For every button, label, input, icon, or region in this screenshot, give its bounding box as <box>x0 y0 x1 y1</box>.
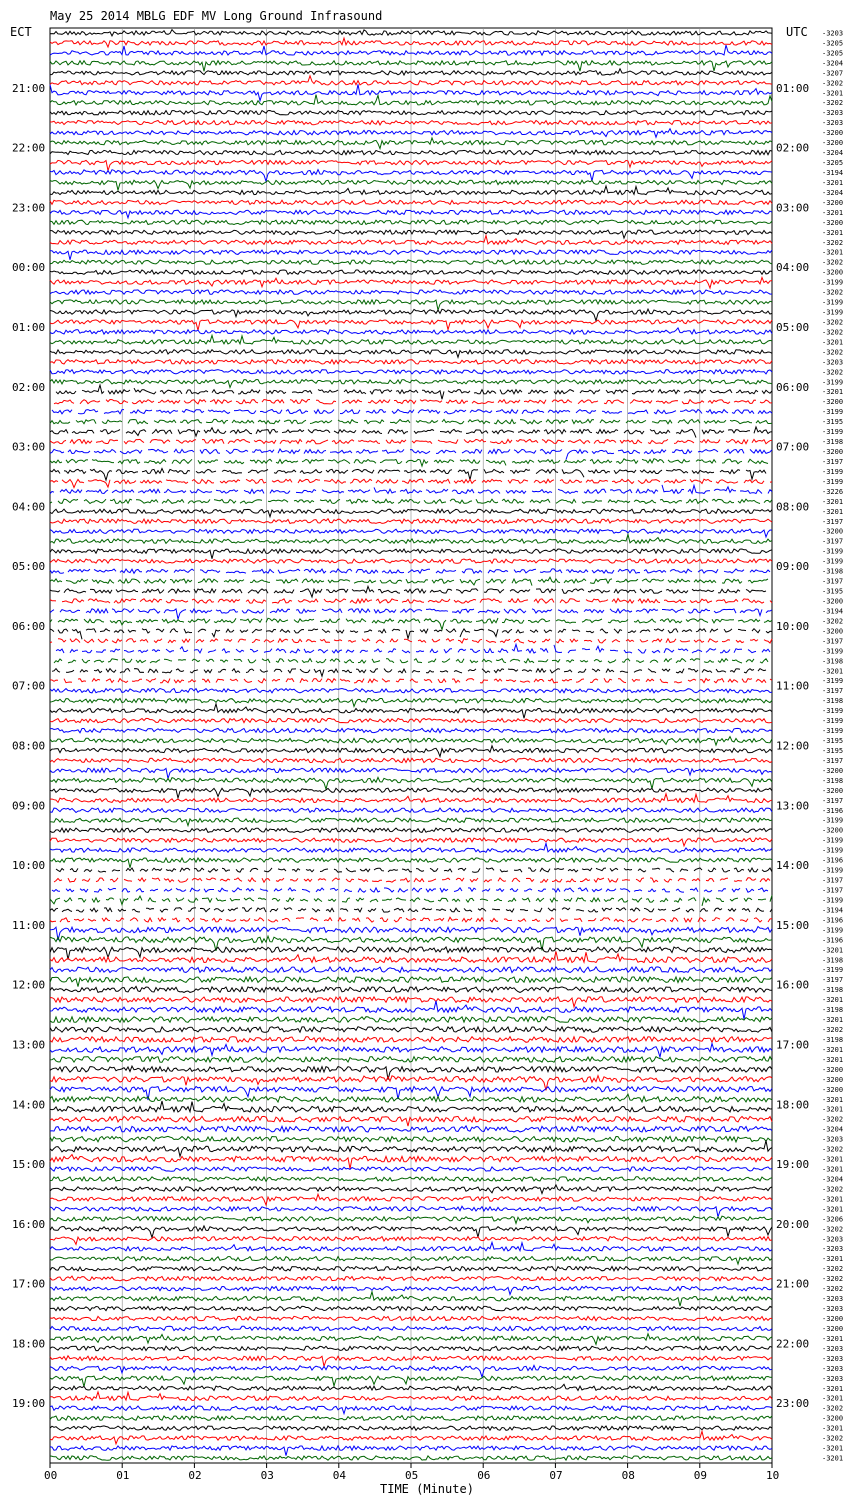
trace-offset-value: -3202 <box>822 1225 844 1234</box>
trace-offset-value: -3195 <box>822 737 844 746</box>
trace-offset-value: -3203 <box>822 1245 844 1254</box>
trace-offset-value: -3197 <box>822 637 844 646</box>
left-hour-label: 01:00 <box>12 320 46 334</box>
trace-offset-value: -3201 <box>822 178 844 187</box>
left-hour-label: 11:00 <box>12 918 46 932</box>
trace-offset-value: -3196 <box>822 806 844 815</box>
right-hour-label: 14:00 <box>776 859 810 873</box>
x-tick-label: 02 <box>188 1469 202 1482</box>
trace-offset-value: -3201 <box>822 1394 844 1403</box>
left-hour-label: 09:00 <box>12 799 46 813</box>
trace-offset-value: -3195 <box>822 746 844 755</box>
trace-offset-value: -3197 <box>822 886 844 895</box>
trace-offset-value: -3204 <box>822 1125 844 1134</box>
x-axis-label: TIME (Minute) <box>380 1482 474 1496</box>
trace-offset-value: -3197 <box>822 796 844 805</box>
trace-offset-value: -3196 <box>822 916 844 925</box>
trace-offset-value: -3201 <box>822 1016 844 1025</box>
trace-offset-value: -3200 <box>822 766 844 775</box>
trace-offset-value: -3200 <box>822 398 844 407</box>
trace-85 <box>54 878 770 882</box>
trace-offset-value: -3201 <box>822 946 844 955</box>
trace-offset-value: -3195 <box>822 418 844 427</box>
trace-offset-value: -3199 <box>822 846 844 855</box>
trace-offset-value: -3202 <box>822 288 844 297</box>
left-hour-label: 21:00 <box>12 81 46 95</box>
trace-offset-value: -3202 <box>822 1434 844 1443</box>
right-hour-label: 20:00 <box>776 1217 810 1231</box>
trace-offset-value: -3197 <box>822 976 844 985</box>
right-hour-label: 18:00 <box>776 1098 810 1112</box>
left-hour-label: 17:00 <box>12 1277 46 1291</box>
trace-offset-value: -3201 <box>822 1155 844 1164</box>
trace-offset-value: -3201 <box>822 1095 844 1104</box>
trace-offset-value: -3199 <box>822 647 844 656</box>
left-hour-label: 23:00 <box>12 201 46 215</box>
x-tick-label: 08 <box>621 1469 635 1482</box>
x-tick-label: 05 <box>405 1469 419 1482</box>
trace-offset-value: -3198 <box>822 956 844 965</box>
trace-86 <box>52 888 772 892</box>
trace-offset-value: -3201 <box>822 1205 844 1214</box>
trace-offset-value: -3202 <box>822 1285 844 1294</box>
trace-offset-value: -3199 <box>822 298 844 307</box>
left-hour-label: 06:00 <box>12 619 46 633</box>
trace-offset-value: -3200 <box>822 597 844 606</box>
trace-offset-value: -3203 <box>822 1235 844 1244</box>
trace-offset-value: -3199 <box>822 707 844 716</box>
trace-offset-value: -3198 <box>822 1035 844 1044</box>
trace-offset-value: -3197 <box>822 876 844 885</box>
trace-offset-value: -3201 <box>822 1255 844 1264</box>
trace-offset-value: -3203 <box>822 109 844 118</box>
trace-offset-value: -3199 <box>822 816 844 825</box>
left-hour-label: 05:00 <box>12 560 46 574</box>
x-tick-label: 07 <box>549 1469 563 1482</box>
left-hour-label: 16:00 <box>12 1217 46 1231</box>
trace-offset-value: -3203 <box>822 29 844 38</box>
trace-offset-value: -3200 <box>822 1414 844 1423</box>
trace-offset-value: -3199 <box>822 378 844 387</box>
right-hour-label: 11:00 <box>776 679 810 693</box>
trace-offset-value: -3201 <box>822 228 844 237</box>
trace-offset-value: -3201 <box>822 996 844 1005</box>
trace-62 <box>56 644 770 653</box>
right-hour-label: 15:00 <box>776 918 810 932</box>
trace-offset-value: -3201 <box>822 338 844 347</box>
right-hour-label: 13:00 <box>776 799 810 813</box>
right-hour-label: 01:00 <box>776 81 810 95</box>
trace-offset-value: -3199 <box>822 926 844 935</box>
x-tick-label: 01 <box>116 1469 130 1482</box>
trace-offset-value: -3199 <box>822 896 844 905</box>
left-hour-label: 18:00 <box>12 1337 46 1351</box>
trace-offset-value: -3203 <box>822 1135 844 1144</box>
trace-55 <box>50 577 768 585</box>
trace-offset-value: -3204 <box>822 188 844 197</box>
right-hour-label: 23:00 <box>776 1397 810 1411</box>
trace-offset-value: -3198 <box>822 986 844 995</box>
left-hour-label: 14:00 <box>12 1098 46 1112</box>
trace-offset-value: -3206 <box>822 1215 844 1224</box>
trace-offset-value: -3202 <box>822 258 844 267</box>
trace-offset-value: -3202 <box>822 328 844 337</box>
trace-offset-value: -3197 <box>822 517 844 526</box>
left-hour-label: 19:00 <box>12 1397 46 1411</box>
trace-offset-value: -3199 <box>822 836 844 845</box>
trace-offset-value: -3199 <box>822 557 844 566</box>
x-tick-label: 04 <box>332 1469 347 1482</box>
trace-offset-value: -3204 <box>822 149 844 158</box>
trace-offset-value: -3202 <box>822 1026 844 1035</box>
right-hour-label: 10:00 <box>776 619 810 633</box>
right-hour-label: 07:00 <box>776 440 810 454</box>
x-tick-label: 09 <box>693 1469 708 1482</box>
trace-offset-value: -3202 <box>822 1265 844 1274</box>
trace-offset-value: -3199 <box>822 308 844 317</box>
trace-offset-value: -3199 <box>822 477 844 486</box>
trace-offset-value: -3207 <box>822 69 844 78</box>
left-hour-label: 03:00 <box>12 440 46 454</box>
trace-offset-value: -3201 <box>822 1444 844 1453</box>
right-hour-label: 02:00 <box>776 141 810 155</box>
trace-offset-value: -3202 <box>822 238 844 247</box>
left-hour-label: 22:00 <box>12 141 46 155</box>
trace-offset-value: -3199 <box>822 677 844 686</box>
trace-offset-value: -3197 <box>822 756 844 765</box>
trace-offset-value: -3201 <box>822 208 844 217</box>
trace-offset-value: -3200 <box>822 1065 844 1074</box>
trace-offset-value: -3203 <box>822 1354 844 1363</box>
left-timezone-label: ECT <box>10 25 32 39</box>
chart-title: May 25 2014 MBLG EDF MV Long Ground Infrasound <box>50 9 383 23</box>
trace-offset-value: -3201 <box>822 388 844 397</box>
right-hour-label: 21:00 <box>776 1277 810 1291</box>
left-hour-label: 07:00 <box>12 679 46 693</box>
right-hour-label: 03:00 <box>776 201 810 215</box>
trace-offset-value: -3200 <box>822 129 844 138</box>
trace-offset-value: -3202 <box>822 99 844 108</box>
trace-offset-value: -3200 <box>822 1075 844 1084</box>
trace-offset-value: -3205 <box>822 39 844 48</box>
trace-offset-value: -3201 <box>822 1165 844 1174</box>
trace-offset-value: -3203 <box>822 119 844 128</box>
trace-offset-value: -3200 <box>822 527 844 536</box>
trace-offset-value: -3202 <box>822 1145 844 1154</box>
trace-offset-value: -3194 <box>822 906 844 915</box>
trace-offset-value: -3200 <box>822 198 844 207</box>
trace-offset-value: -3202 <box>822 617 844 626</box>
trace-offset-value: -3200 <box>822 1085 844 1094</box>
trace-offset-value: -3199 <box>822 727 844 736</box>
right-hour-label: 19:00 <box>776 1158 810 1172</box>
trace-offset-value: -3202 <box>822 318 844 327</box>
trace-offset-value: -3200 <box>822 1315 844 1324</box>
x-tick-label: 06 <box>477 1469 491 1482</box>
trace-offset-value: -3201 <box>822 89 844 98</box>
trace-offset-value: -3198 <box>822 657 844 666</box>
trace-offset-value: -3203 <box>822 1364 844 1373</box>
trace-offset-value: -3202 <box>822 1185 844 1194</box>
x-tick-label: 00 <box>44 1469 58 1482</box>
right-hour-label: 09:00 <box>776 560 810 574</box>
left-hour-label: 02:00 <box>12 380 46 394</box>
trace-offset-value: -3198 <box>822 776 844 785</box>
trace-offset-value: -3197 <box>822 577 844 586</box>
trace-offset-value: -3200 <box>822 218 844 227</box>
left-hour-label: 13:00 <box>12 1038 46 1052</box>
trace-offset-value: -3200 <box>822 139 844 148</box>
trace-offset-value: -3200 <box>822 826 844 835</box>
left-hour-label: 04:00 <box>12 500 46 514</box>
trace-offset-value: -3203 <box>822 1374 844 1383</box>
trace-offset-value: -3201 <box>822 1105 844 1114</box>
trace-offset-value: -3201 <box>822 1195 844 1204</box>
trace-offset-value: -3200 <box>822 786 844 795</box>
trace-offset-value: -3201 <box>822 507 844 516</box>
left-hour-label: 12:00 <box>12 978 46 992</box>
trace-offset-value: -3201 <box>822 667 844 676</box>
trace-offset-value: -3195 <box>822 587 844 596</box>
trace-offset-value: -3201 <box>822 1055 844 1064</box>
trace-37 <box>54 400 772 404</box>
trace-54 <box>50 569 770 573</box>
left-hour-label: 00:00 <box>12 261 46 275</box>
trace-offset-value: -3203 <box>822 1305 844 1314</box>
trace-offset-value: -3200 <box>822 1324 844 1333</box>
right-hour-label: 12:00 <box>776 739 810 753</box>
trace-offset-value: -3194 <box>822 607 844 616</box>
trace-offset-value: -3199 <box>822 966 844 975</box>
trace-offset-value: -3200 <box>822 268 844 277</box>
trace-offset-value: -3197 <box>822 687 844 696</box>
trace-offset-value: -3197 <box>822 537 844 546</box>
trace-offset-value: -3199 <box>822 408 844 417</box>
trace-offset-value: -3199 <box>822 278 844 287</box>
trace-offset-value: -3202 <box>822 1275 844 1284</box>
right-hour-label: 06:00 <box>776 380 810 394</box>
trace-offset-value: -3198 <box>822 1006 844 1015</box>
trace-36 <box>56 385 772 399</box>
x-tick-label: 03 <box>260 1469 274 1482</box>
left-hour-label: 15:00 <box>12 1158 46 1172</box>
left-hour-label: 10:00 <box>12 859 46 873</box>
trace-offset-value: -3205 <box>822 49 844 58</box>
trace-offset-value: -3199 <box>822 467 844 476</box>
trace-offset-value: -3194 <box>822 168 844 177</box>
trace-offset-value: -3201 <box>822 1424 844 1433</box>
right-hour-label: 04:00 <box>776 261 810 275</box>
trace-64 <box>52 669 772 677</box>
right-hour-label: 16:00 <box>776 978 810 992</box>
right-timezone-label: UTC <box>786 25 808 39</box>
trace-38 <box>52 410 772 414</box>
trace-offset-value: -3201 <box>822 1384 844 1393</box>
trace-offset-value: -3199 <box>822 717 844 726</box>
trace-offset-value: -3203 <box>822 358 844 367</box>
trace-offset-value: -3201 <box>822 248 844 257</box>
trace-offset-value: -3200 <box>822 627 844 636</box>
trace-offset-value: -3197 <box>822 457 844 466</box>
trace-offset-value: -3204 <box>822 59 844 68</box>
right-hour-label: 22:00 <box>776 1337 810 1351</box>
trace-84 <box>56 868 772 872</box>
trace-offset-value: -3205 <box>822 159 844 168</box>
trace-offset-value: -3201 <box>822 1454 844 1463</box>
trace-offset-value: -3198 <box>822 567 844 576</box>
left-hour-label: 08:00 <box>12 739 46 753</box>
trace-offset-value: -3202 <box>822 348 844 357</box>
trace-offset-value: -3203 <box>822 1344 844 1353</box>
trace-offset-value: -3200 <box>822 448 844 457</box>
right-hour-label: 05:00 <box>776 320 810 334</box>
trace-offset-value: -3204 <box>822 1175 844 1184</box>
trace-offset-value: -3201 <box>822 497 844 506</box>
trace-43 <box>50 459 768 466</box>
trace-offset-value: -3202 <box>822 1115 844 1124</box>
trace-offset-value: -3196 <box>822 856 844 865</box>
trace-offset-value: -3199 <box>822 428 844 437</box>
trace-offset-value: -3199 <box>822 547 844 556</box>
trace-offset-value: -3202 <box>822 368 844 377</box>
trace-offset-value: -3203 <box>822 1295 844 1304</box>
right-hour-label: 17:00 <box>776 1038 810 1052</box>
trace-offset-value: -3202 <box>822 79 844 88</box>
x-tick-label: 10 <box>766 1469 780 1482</box>
trace-offset-value: -3199 <box>822 866 844 875</box>
right-hour-label: 08:00 <box>776 500 810 514</box>
trace-offset-value: -3198 <box>822 697 844 706</box>
trace-offset-value: -3201 <box>822 1334 844 1343</box>
trace-offset-value: -3201 <box>822 1045 844 1054</box>
trace-offset-value: -3196 <box>822 936 844 945</box>
trace-offset-value: -3226 <box>822 487 844 496</box>
trace-offset-value: -3202 <box>822 1404 844 1413</box>
trace-offset-value: -3198 <box>822 438 844 447</box>
